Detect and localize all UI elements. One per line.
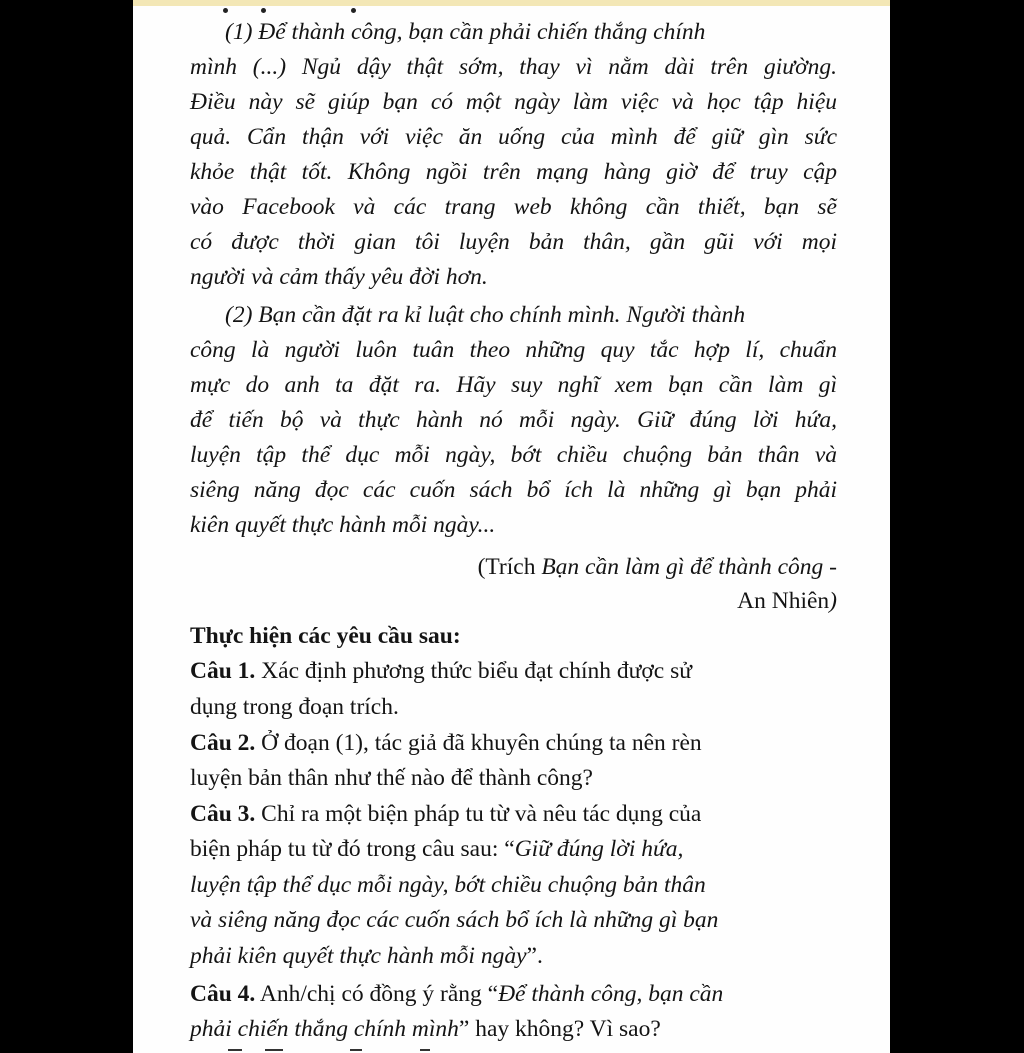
- para1-line: Điều này sẽ giúp bạn có một ngày làm việc và học tập hiệu: [190, 89, 837, 115]
- question-3-quote: Giữ đúng lời hứa,: [514, 836, 684, 862]
- para1-line: người và cảm thấy yêu đời hơn.: [190, 264, 488, 290]
- question-4-text: Anh/chị có đồng ý rằng “: [255, 981, 499, 1007]
- question-4-label: Câu 4.: [190, 981, 256, 1007]
- para2-line: kiên quyết thực hành mỗi ngày...: [190, 512, 496, 538]
- question-1-line-1: [190, 653, 692, 689]
- question-3-line-1: [190, 796, 701, 832]
- para2-line: (2) Bạn cần đặt ra kỉ luật cho chính mình. Người thành: [225, 302, 746, 328]
- para2-line: công là người luôn tuân theo những quy tắc hợp lí, chuẩn: [190, 337, 837, 363]
- question-4-quote-end: phải chiến thắng chính mình: [190, 1016, 459, 1042]
- cropped-next-line: [190, 1044, 837, 1053]
- question-3-text: Chỉ ra một biện pháp tu từ và nêu tác dụng của: [255, 801, 702, 827]
- question-1-label: Câu 1.: [190, 658, 256, 684]
- questions-heading: Thực hiện các yêu cầu sau:: [190, 623, 461, 649]
- para1-line: vào Facebook và các trang web không cần thiết, bạn sẽ: [190, 194, 837, 220]
- question-2-text: Ở đoạn (1), tác giả đã khuyên chúng ta nên rèn: [255, 730, 702, 756]
- para1-line: mình (...) Ngủ dậy thật sớm, thay vì nằm dài trên giường.: [190, 54, 837, 80]
- para1-line: (1) Để thành công, bạn cần phải chiến thắng chính: [225, 19, 706, 45]
- cropped-previous-line: [133, 4, 890, 14]
- question-3-line-3: luyện tập thể dục mỗi ngày, bớt chiều chuộng bản thân: [190, 872, 706, 898]
- source-line-1: [478, 549, 837, 585]
- para1-line: có được thời gian tôi luyện bản thân, gần gũi với mọi: [190, 229, 837, 255]
- question-3-quote-end: phải kiên quyết thực hành mỗi ngày: [190, 943, 527, 969]
- question-4-line-1: [190, 976, 723, 1012]
- question-3-label: Câu 3.: [190, 801, 256, 827]
- question-1-line-2: dụng trong đoạn trích.: [190, 694, 399, 720]
- source-open: (Trích: [477, 554, 542, 580]
- document-page: [133, 0, 890, 1053]
- source-close: ): [829, 588, 837, 614]
- question-2-line-2: luyện bản thân như thế nào để thành công?: [190, 765, 593, 791]
- question-4-quote: Để thành công, bạn cần: [498, 981, 724, 1007]
- question-2-line-1: [190, 725, 702, 761]
- question-1-text: Xác định phương thức biểu đạt chính được sử: [255, 658, 692, 684]
- para2-line: siêng năng đọc các cuốn sách bổ ích là những gì bạn phải: [190, 477, 837, 503]
- question-3-line-2: [190, 831, 683, 867]
- para2-line: mực do anh ta đặt ra. Hãy suy nghĩ xem bạn cần làm gì: [190, 372, 837, 398]
- para1-line: quả. Cẩn thận với việc ăn uống của mình để giữ gìn sức: [190, 124, 837, 150]
- source-title: Bạn cần làm gì để thành công: [541, 554, 824, 580]
- source-dash: -: [823, 554, 837, 580]
- source-line-2: [737, 583, 837, 619]
- question-4-close: ” hay không? Vì sao?: [458, 1016, 661, 1042]
- question-3-line-5: [190, 938, 543, 974]
- para1-line: khỏe thật tốt. Không ngồi trên mạng hàng giờ để truy cập: [190, 159, 837, 185]
- question-3-close: ”.: [526, 943, 543, 969]
- question-4-line-2: [190, 1011, 661, 1047]
- question-3-text-plain: biện pháp tu từ đó trong câu sau: “: [190, 836, 515, 862]
- para2-line: luyện tập thể dục mỗi ngày, bớt chiều chuộng bản thân và: [190, 442, 837, 468]
- para2-line: để tiến bộ và thực hành nó mỗi ngày. Giữ đúng lời hứa,: [190, 407, 837, 433]
- question-2-label: Câu 2.: [190, 730, 256, 756]
- question-3-line-4: và siêng năng đọc các cuốn sách bổ ích là những gì bạn: [190, 907, 719, 933]
- source-author: An Nhiên: [737, 588, 830, 614]
